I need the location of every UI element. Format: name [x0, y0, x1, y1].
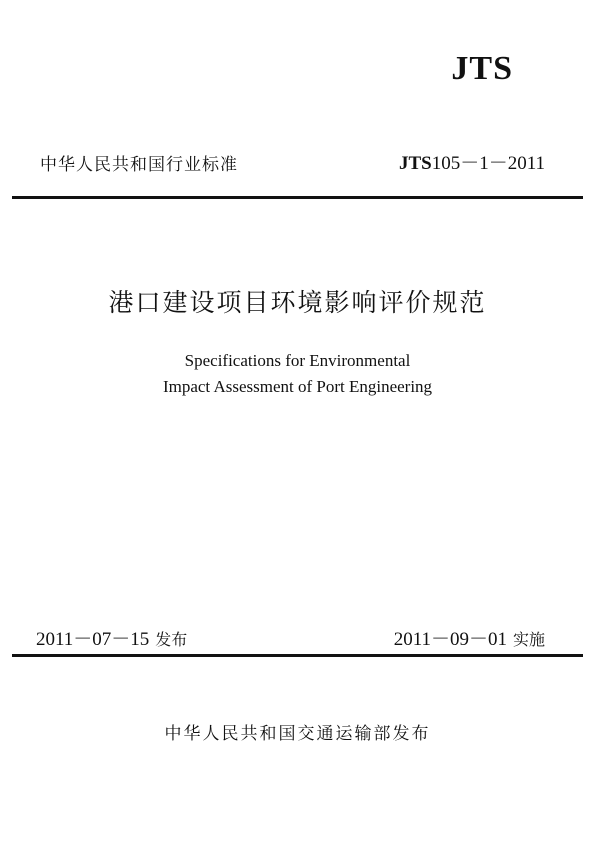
implementation-date-block	[394, 624, 545, 651]
document-title-chinese: 港口建设项目环境影响评价规范	[108, 288, 487, 317]
bottom-divider	[12, 654, 583, 657]
standard-number	[399, 148, 545, 175]
standard-category: 中华人民共和国行业标准	[40, 155, 238, 175]
standard-logo: JTS	[451, 50, 513, 87]
implementation-label: 实施	[512, 630, 545, 649]
publisher: 中华人民共和国交通运输部发布	[164, 724, 431, 744]
implementation-date: 2011－09－01	[393, 629, 507, 650]
issue-date: 2011－07－15	[36, 629, 150, 650]
standard-code: 105－1－2011	[431, 153, 545, 174]
issue-date-block	[36, 624, 187, 651]
top-divider	[12, 196, 583, 199]
standard-prefix: JTS	[398, 153, 432, 174]
issue-label: 发布	[155, 630, 188, 649]
english-title-line-2: Impact Assessment of Port Engineering	[162, 377, 433, 396]
english-title-line-1: Specifications for Environmental	[184, 351, 411, 370]
document-title-english	[0, 348, 595, 400]
